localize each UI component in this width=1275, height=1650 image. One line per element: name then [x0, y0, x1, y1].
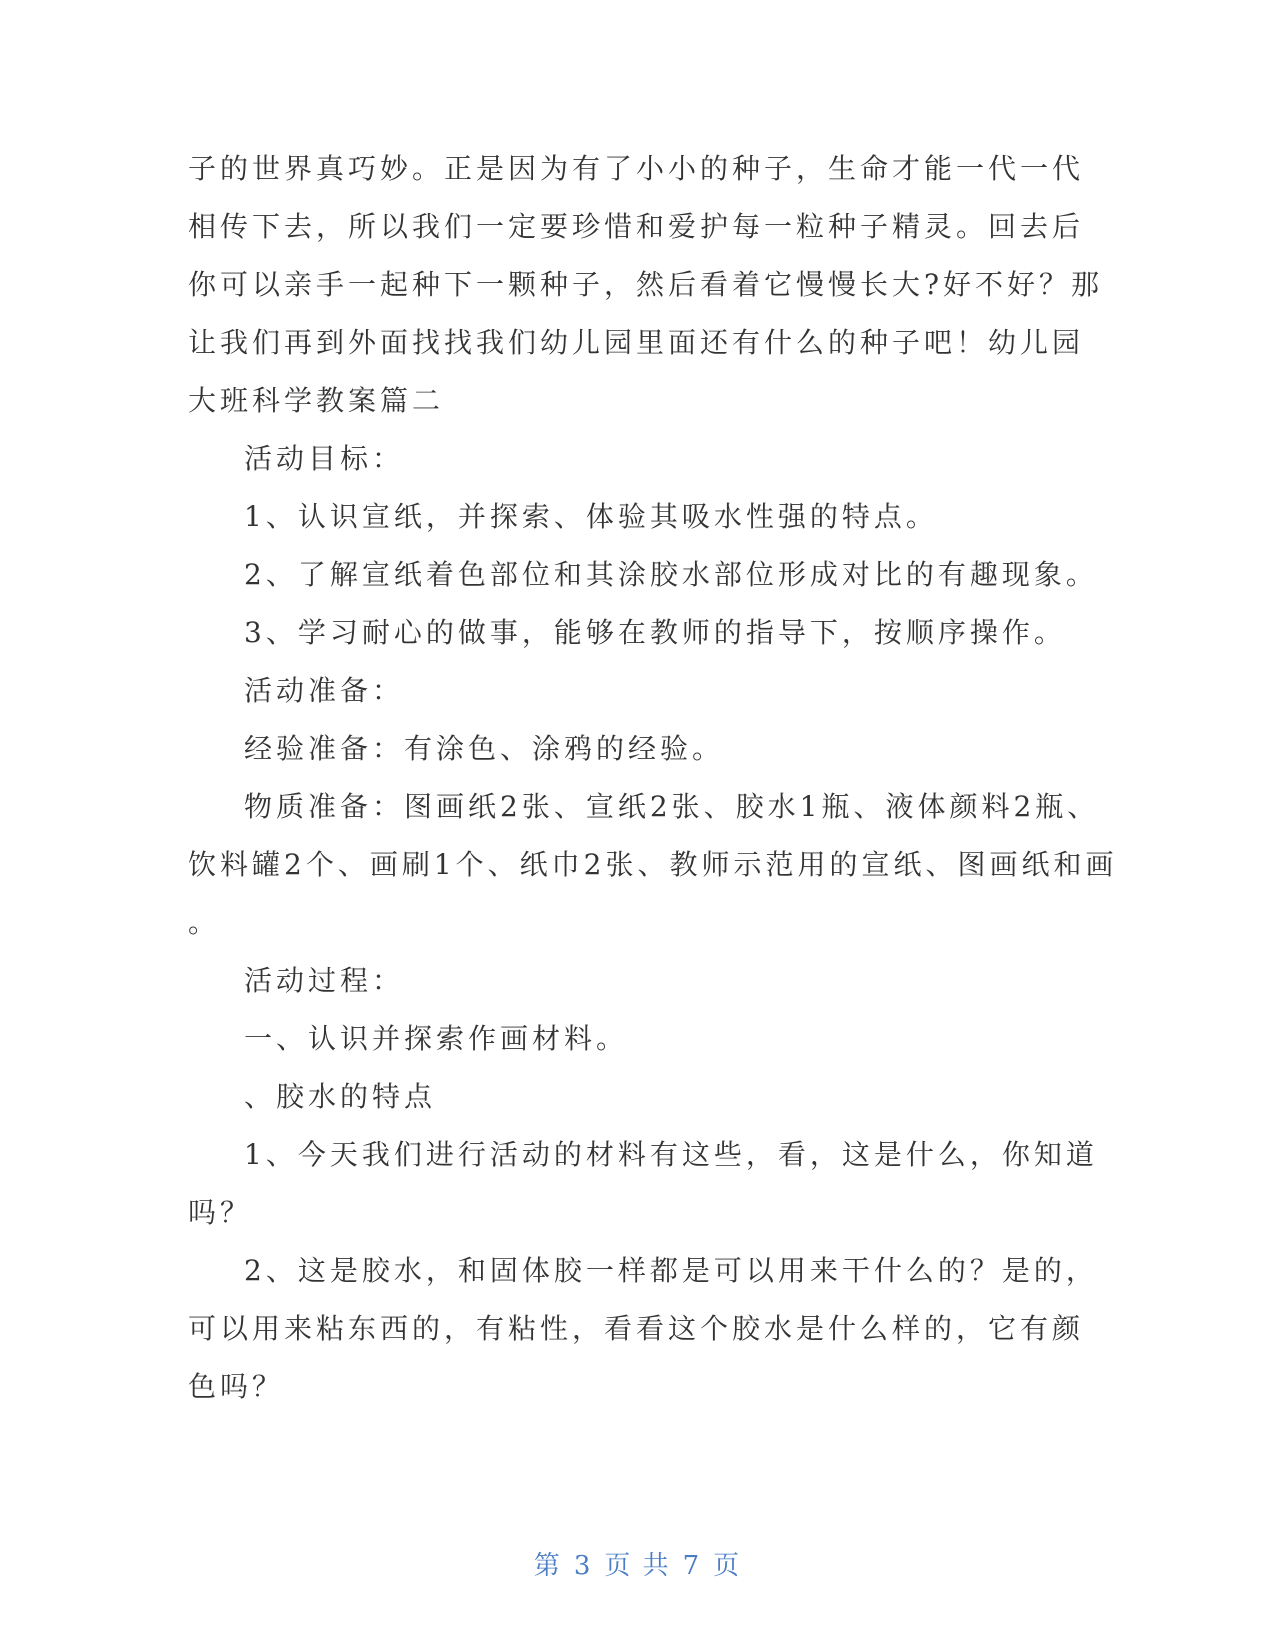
list-item [188, 488, 1088, 546]
section-heading [188, 952, 1088, 1010]
text-line: 活动目标： [244, 442, 405, 475]
text-line: 可以用来粘东西的，有粘性，看看这个胶水是什么样的，它有颜 [188, 1312, 1085, 1345]
paragraph [188, 140, 1104, 430]
section-heading [188, 662, 1088, 720]
list-item [188, 546, 1098, 604]
text-line: 活动准备： [244, 674, 405, 707]
page-footer [0, 1545, 1275, 1582]
paragraph [188, 1068, 1088, 1126]
text-line: 吗？ [188, 1196, 253, 1229]
text-line: 让我们再到外面找找我们幼儿园里面还有什么的种子吧！幼儿园 [188, 326, 1085, 359]
document-body [188, 140, 1118, 1416]
page-label-suffix: 页 [713, 1551, 742, 1581]
text-line: 一、认识并探索作画材料。 [244, 1022, 629, 1055]
text-line: 你可以亲手一起种下一颗种子，然后看着它慢慢长大?好不好？那 [188, 268, 1104, 301]
text-line: 活动过程： [244, 964, 405, 997]
list-item [188, 604, 1088, 662]
text-line: 子的世界真巧妙。正是因为有了小小的种子，生命才能一代一代 [188, 152, 1085, 185]
text-line: 1、今天我们进行活动的材料有这些，看，这是什么，你知道 [244, 1138, 1098, 1171]
total-page-number: 7 [682, 1551, 702, 1581]
text-line: 饮料罐2个、画刷1个、纸巾2张、教师示范用的宣纸、图画纸和画 [188, 848, 1118, 881]
text-line: 相传下去，所以我们一定要珍惜和爱护每一粒种子精灵。回去后 [188, 210, 1085, 243]
current-page-number: 3 [573, 1551, 593, 1581]
text-line: 大班科学教案篇二 [188, 384, 445, 417]
paragraph [188, 720, 1088, 778]
text-line: 1、认识宣纸，并探索、体验其吸水性强的特点。 [244, 500, 938, 533]
text-line: 2、了解宣纸着色部位和其涂胶水部位形成对比的有趣现象。 [244, 558, 1098, 591]
section-heading [188, 430, 1088, 488]
text-line: 3、学习耐心的做事，能够在教师的指导下，按顺序操作。 [244, 616, 1066, 649]
paragraph [188, 1242, 1098, 1416]
text-line: 物质准备：图画纸2张、宣纸2张、胶水1瓶、液体颜料2瓶、 [244, 790, 1100, 823]
text-line: 、胶水的特点 [244, 1080, 437, 1113]
page-label-middle: 页 共 [604, 1551, 671, 1581]
text-line: 色吗？ [188, 1370, 285, 1403]
paragraph [188, 1126, 1098, 1242]
paragraph [188, 778, 1118, 952]
page-label-prefix: 第 [533, 1551, 562, 1581]
text-line: 2、这是胶水，和固体胶一样都是可以用来干什么的？是的， [244, 1254, 1098, 1287]
text-line: 。 [188, 906, 221, 939]
text-line: 经验准备：有涂色、涂鸦的经验。 [244, 732, 725, 765]
paragraph [188, 1010, 1088, 1068]
